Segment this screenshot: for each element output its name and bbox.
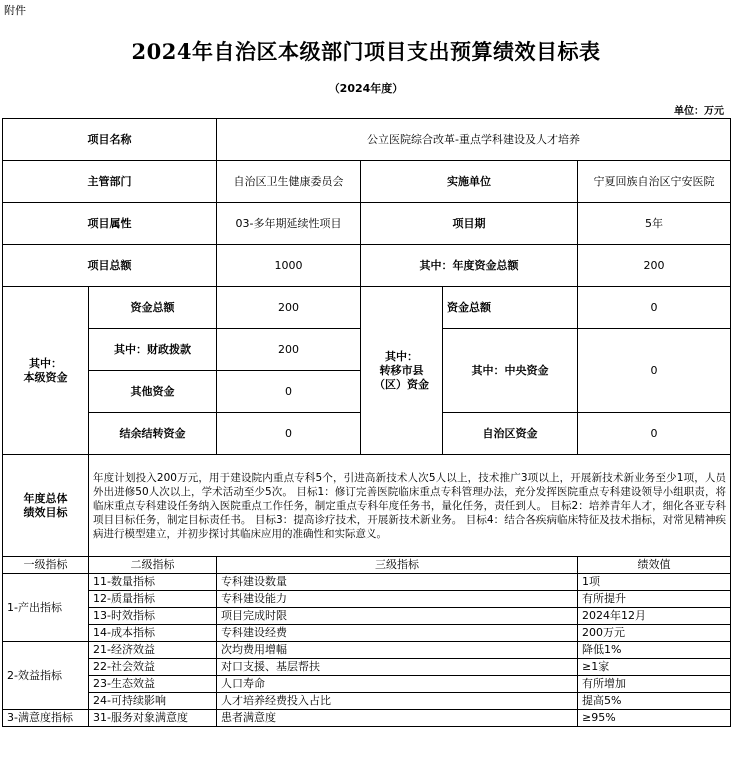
impl-label: 实施单位 [361,161,578,203]
header-level1: 一级指标 [3,557,89,574]
goal-label: 年度总体 绩效目标 [3,455,89,557]
level2-cell: 21-经济效益 [89,642,217,659]
header-level2: 二级指标 [89,557,217,574]
level3-cell: 人口寿命 [217,676,578,693]
level2-cell: 24-可持续影响 [89,693,217,710]
transfer-total-value: 0 [578,287,731,329]
level3-cell: 人才培养经费投入占比 [217,693,578,710]
value-cell: ≥1家 [578,659,731,676]
level3-cell: 患者满意度 [217,710,578,727]
level3-cell: 专科建设数量 [217,574,578,591]
budget-performance-table [2,118,731,727]
level1-benefit: 2-效益指标 [3,642,89,710]
project-name-label: 项目名称 [3,119,217,161]
value-cell: 有所增加 [578,676,731,693]
fiscal-label: 其中：财政拨款 [89,329,217,371]
value-cell: ≥95% [578,710,731,727]
impl-value: 宁夏回族自治区宁安医院 [578,161,731,203]
header-level3: 三级指标 [217,557,578,574]
level2-cell: 22-社会效益 [89,659,217,676]
level3-cell: 次均费用增幅 [217,642,578,659]
page-title: 2024年自治区本级部门项目支出预算绩效目标表 [131,39,601,64]
value-cell: 2024年12月 [578,608,731,625]
level2-cell: 14-成本指标 [89,625,217,642]
region-label: 自治区资金 [443,413,578,455]
transfer-total-label: 资金总额 [443,287,578,329]
level1-output: 1-产出指标 [3,574,89,642]
total-label: 项目总额 [3,245,217,287]
period-value: 5年 [578,203,731,245]
level3-cell: 项目完成时限 [217,608,578,625]
project-name-value: 公立医院综合改革-重点学科建设及人才培养 [217,119,731,161]
level2-cell: 13-时效指标 [89,608,217,625]
level2-cell: 31-服务对象满意度 [89,710,217,727]
level3-cell: 专科建设能力 [217,591,578,608]
level1-satisfaction: 3-满意度指标 [3,710,89,727]
level2-cell: 11-数量指标 [89,574,217,591]
page-subtitle: （2024年度） [328,82,404,95]
other-label: 其他资金 [89,371,217,413]
header-value: 绩效值 [578,557,731,574]
period-label: 项目期 [361,203,578,245]
central-label: 其中：中央资金 [443,329,578,413]
unit-label: 单位：万元 [674,106,724,117]
funds-total-value: 200 [217,287,361,329]
carry-label: 结余结转资金 [89,413,217,455]
fiscal-value: 200 [217,329,361,371]
region-value: 0 [578,413,731,455]
central-value: 0 [578,329,731,413]
annual-label: 其中：年度资金总额 [361,245,578,287]
value-cell: 1项 [578,574,731,591]
dept-label: 主管部门 [3,161,217,203]
level3-cell: 对口支援、基层帮扶 [217,659,578,676]
attr-label: 项目属性 [3,203,217,245]
dept-value: 自治区卫生健康委员会 [217,161,361,203]
value-cell: 有所提升 [578,591,731,608]
level2-cell: 12-质量指标 [89,591,217,608]
attachment-label: 附件 [4,4,26,17]
funds-total-label: 资金总额 [89,287,217,329]
value-cell: 200万元 [578,625,731,642]
transfer-funds-label: 其中： 转移市县 （区）资金 [361,287,443,455]
level2-cell: 23-生态效益 [89,676,217,693]
level3-cell: 专科建设经费 [217,625,578,642]
value-cell: 降低1% [578,642,731,659]
attr-value: 03-多年期延续性项目 [217,203,361,245]
other-value: 0 [217,371,361,413]
goal-text: 年度计划投入200万元，用于建设院内重点专科5个，引进高新技术人次5人以上，技术推广3项以上，开展新技术新业务至少1项，人员外出进修50人次以上，学术活动至少5次。 目标1：修订完善医院临床重点专科管理办法，充分发挥医院重点专科建设领导小组职责，将临床重点专科建设任务纳入医院重点工作任务，制定重点专科年度任务书，量化任务，责任到人。 目标2：培养青年人才，细化各亚专科项目目标任务，制定目标责任书。 目标3：提高诊疗技术，开展新技术新业务。 目标4：结合各疾病临床特征及技术指标，对常见精神疾病进行模型建立，并初步探讨其临床应用的准确性和实际意义。 [89,455,731,557]
local-funds-label: 其中： 本级资金 [3,287,89,455]
value-cell: 提高5% [578,693,731,710]
carry-value: 0 [217,413,361,455]
total-value: 1000 [217,245,361,287]
annual-value: 200 [578,245,731,287]
